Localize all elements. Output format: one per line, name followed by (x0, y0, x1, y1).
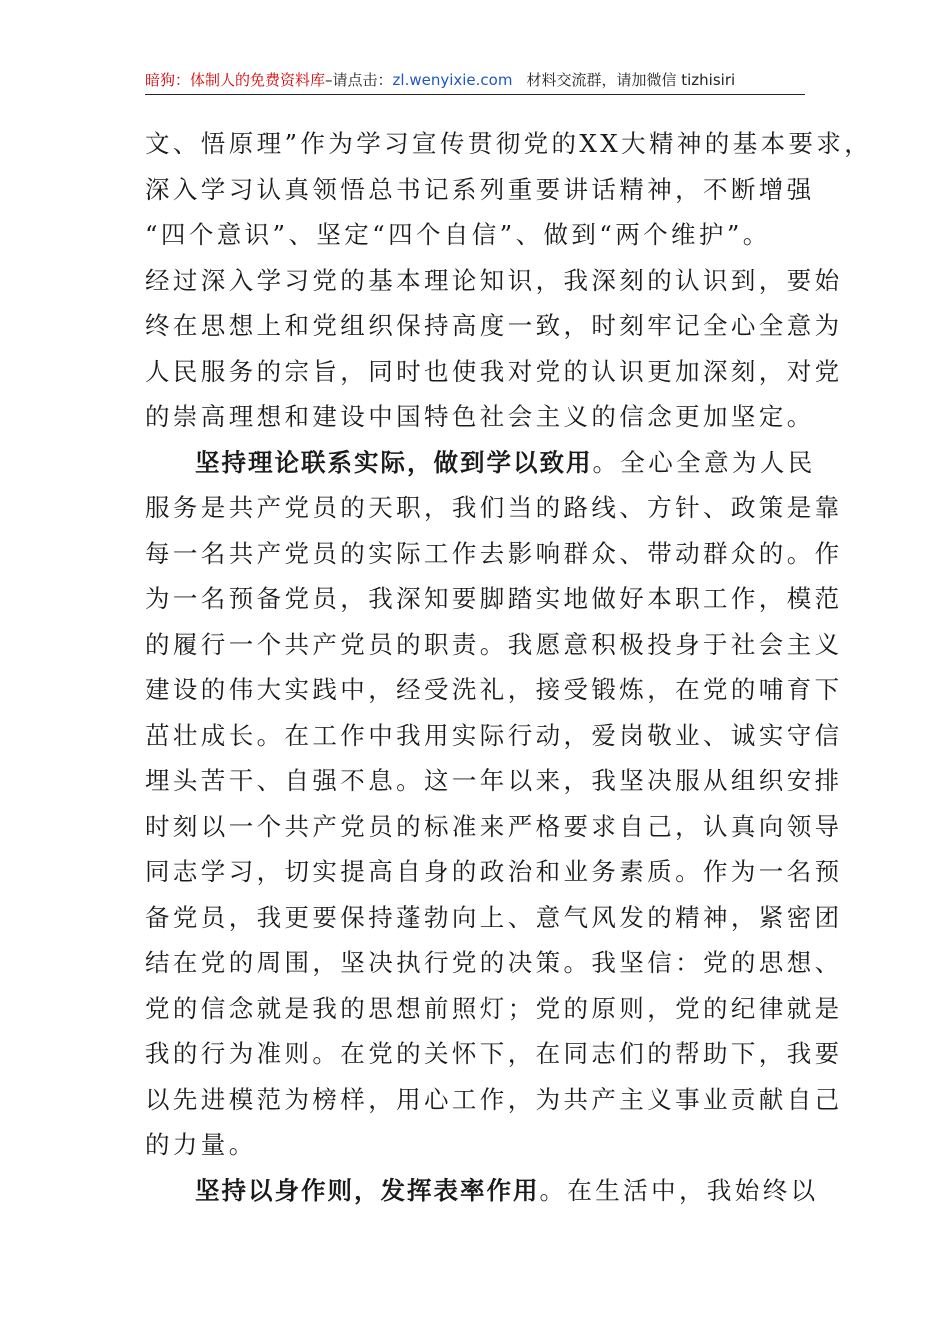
paragraph-2-first-line (145, 440, 816, 486)
text-line: 的崇高理想和建设中国特色社会主义的信念更加坚定。 (145, 402, 815, 431)
paragraph-3-lead: 。在生活中，我始终以 (539, 1175, 819, 1205)
paragraph-2-heading: 坚持理论联系实际，做到学以致用 (195, 447, 593, 477)
text-line: 的力量。 (145, 1130, 257, 1159)
text-line: 时刻以一个共产党员的标准来严格要求自己，认真向领导 (145, 811, 843, 841)
text-line: 我的行为准则。在党的关怀下，在同志们的帮助下，我要 (145, 1039, 843, 1068)
text-line: 备党员，我更要保持蓬勃向上、意气风发的精神，紧密团 (145, 902, 843, 932)
text-line: “四个意识”、坚定“四个自信”、做到“两个维护”。 (145, 220, 771, 249)
paragraph-3-heading: 坚持以身作则，发挥表率作用 (195, 1175, 540, 1205)
text-line: 每一名共产党员的实际工作去影响群众、带动群众的。作 (145, 538, 843, 568)
text-line: 建设的伟大实践中，经受洗礼，接受锻炼，在党的哺育下 (145, 675, 843, 704)
click-label: –请点击： (325, 71, 393, 89)
text-line: 茁壮成长。在工作中我用实际行动，爱岗敬业、诚实守信 (145, 720, 843, 750)
text-line: 党的信念就是我的思想前照灯；党的原则，党的纪律就是 (145, 993, 843, 1023)
document-body (145, 121, 873, 1213)
site-label: 暗狗：体制人的免费资料库 (145, 71, 326, 89)
text-line: 同志学习，切实提高自身的政治和业务素质。作为一名预 (145, 857, 843, 886)
page-header (145, 70, 805, 95)
paragraph-3-first-line (145, 1168, 819, 1214)
text-line: 终在思想上和党组织保持高度一致，时刻牢记全心全意为 (145, 311, 843, 340)
text-line: 以先进模范为榜样，用心工作，为共产主义事业贡献自己 (145, 1084, 843, 1114)
group-label: 材料交流群，请加微信 tizhisiri (526, 71, 736, 89)
text-line: 经过深入学习党的基本理论知识，我深刻的认识到，要始 (145, 265, 843, 295)
text-line: 人民服务的宗旨，同时也使我对党的认识更加深刻，对党 (145, 356, 843, 386)
site-link[interactable]: zl.wenyixie.com (392, 71, 513, 89)
text-line: 埋头苦干、自强不息。这一年以来，我坚决服从组织安排 (145, 766, 843, 795)
text-line: 深入学习认真领悟总书记系列重要讲话精神，不断增强 (145, 174, 815, 204)
text-line: 文、悟原理”作为学习宣传贯彻党的XX大精神的基本要求， (145, 129, 873, 158)
text-line: 的履行一个共产党员的职责。我愿意积极投身于社会主义 (145, 629, 843, 659)
text-line: 结在党的周围，坚决执行党的决策。我坚信：党的思想、 (145, 948, 843, 977)
text-line: 为一名预备党员，我深知要脚踏实地做好本职工作，模范 (145, 584, 843, 613)
text-line: 服务是共产党员的天职，我们当的路线、方针、政策是靠 (145, 493, 843, 522)
paragraph-2-lead: 。全心全意为人民 (592, 447, 816, 477)
